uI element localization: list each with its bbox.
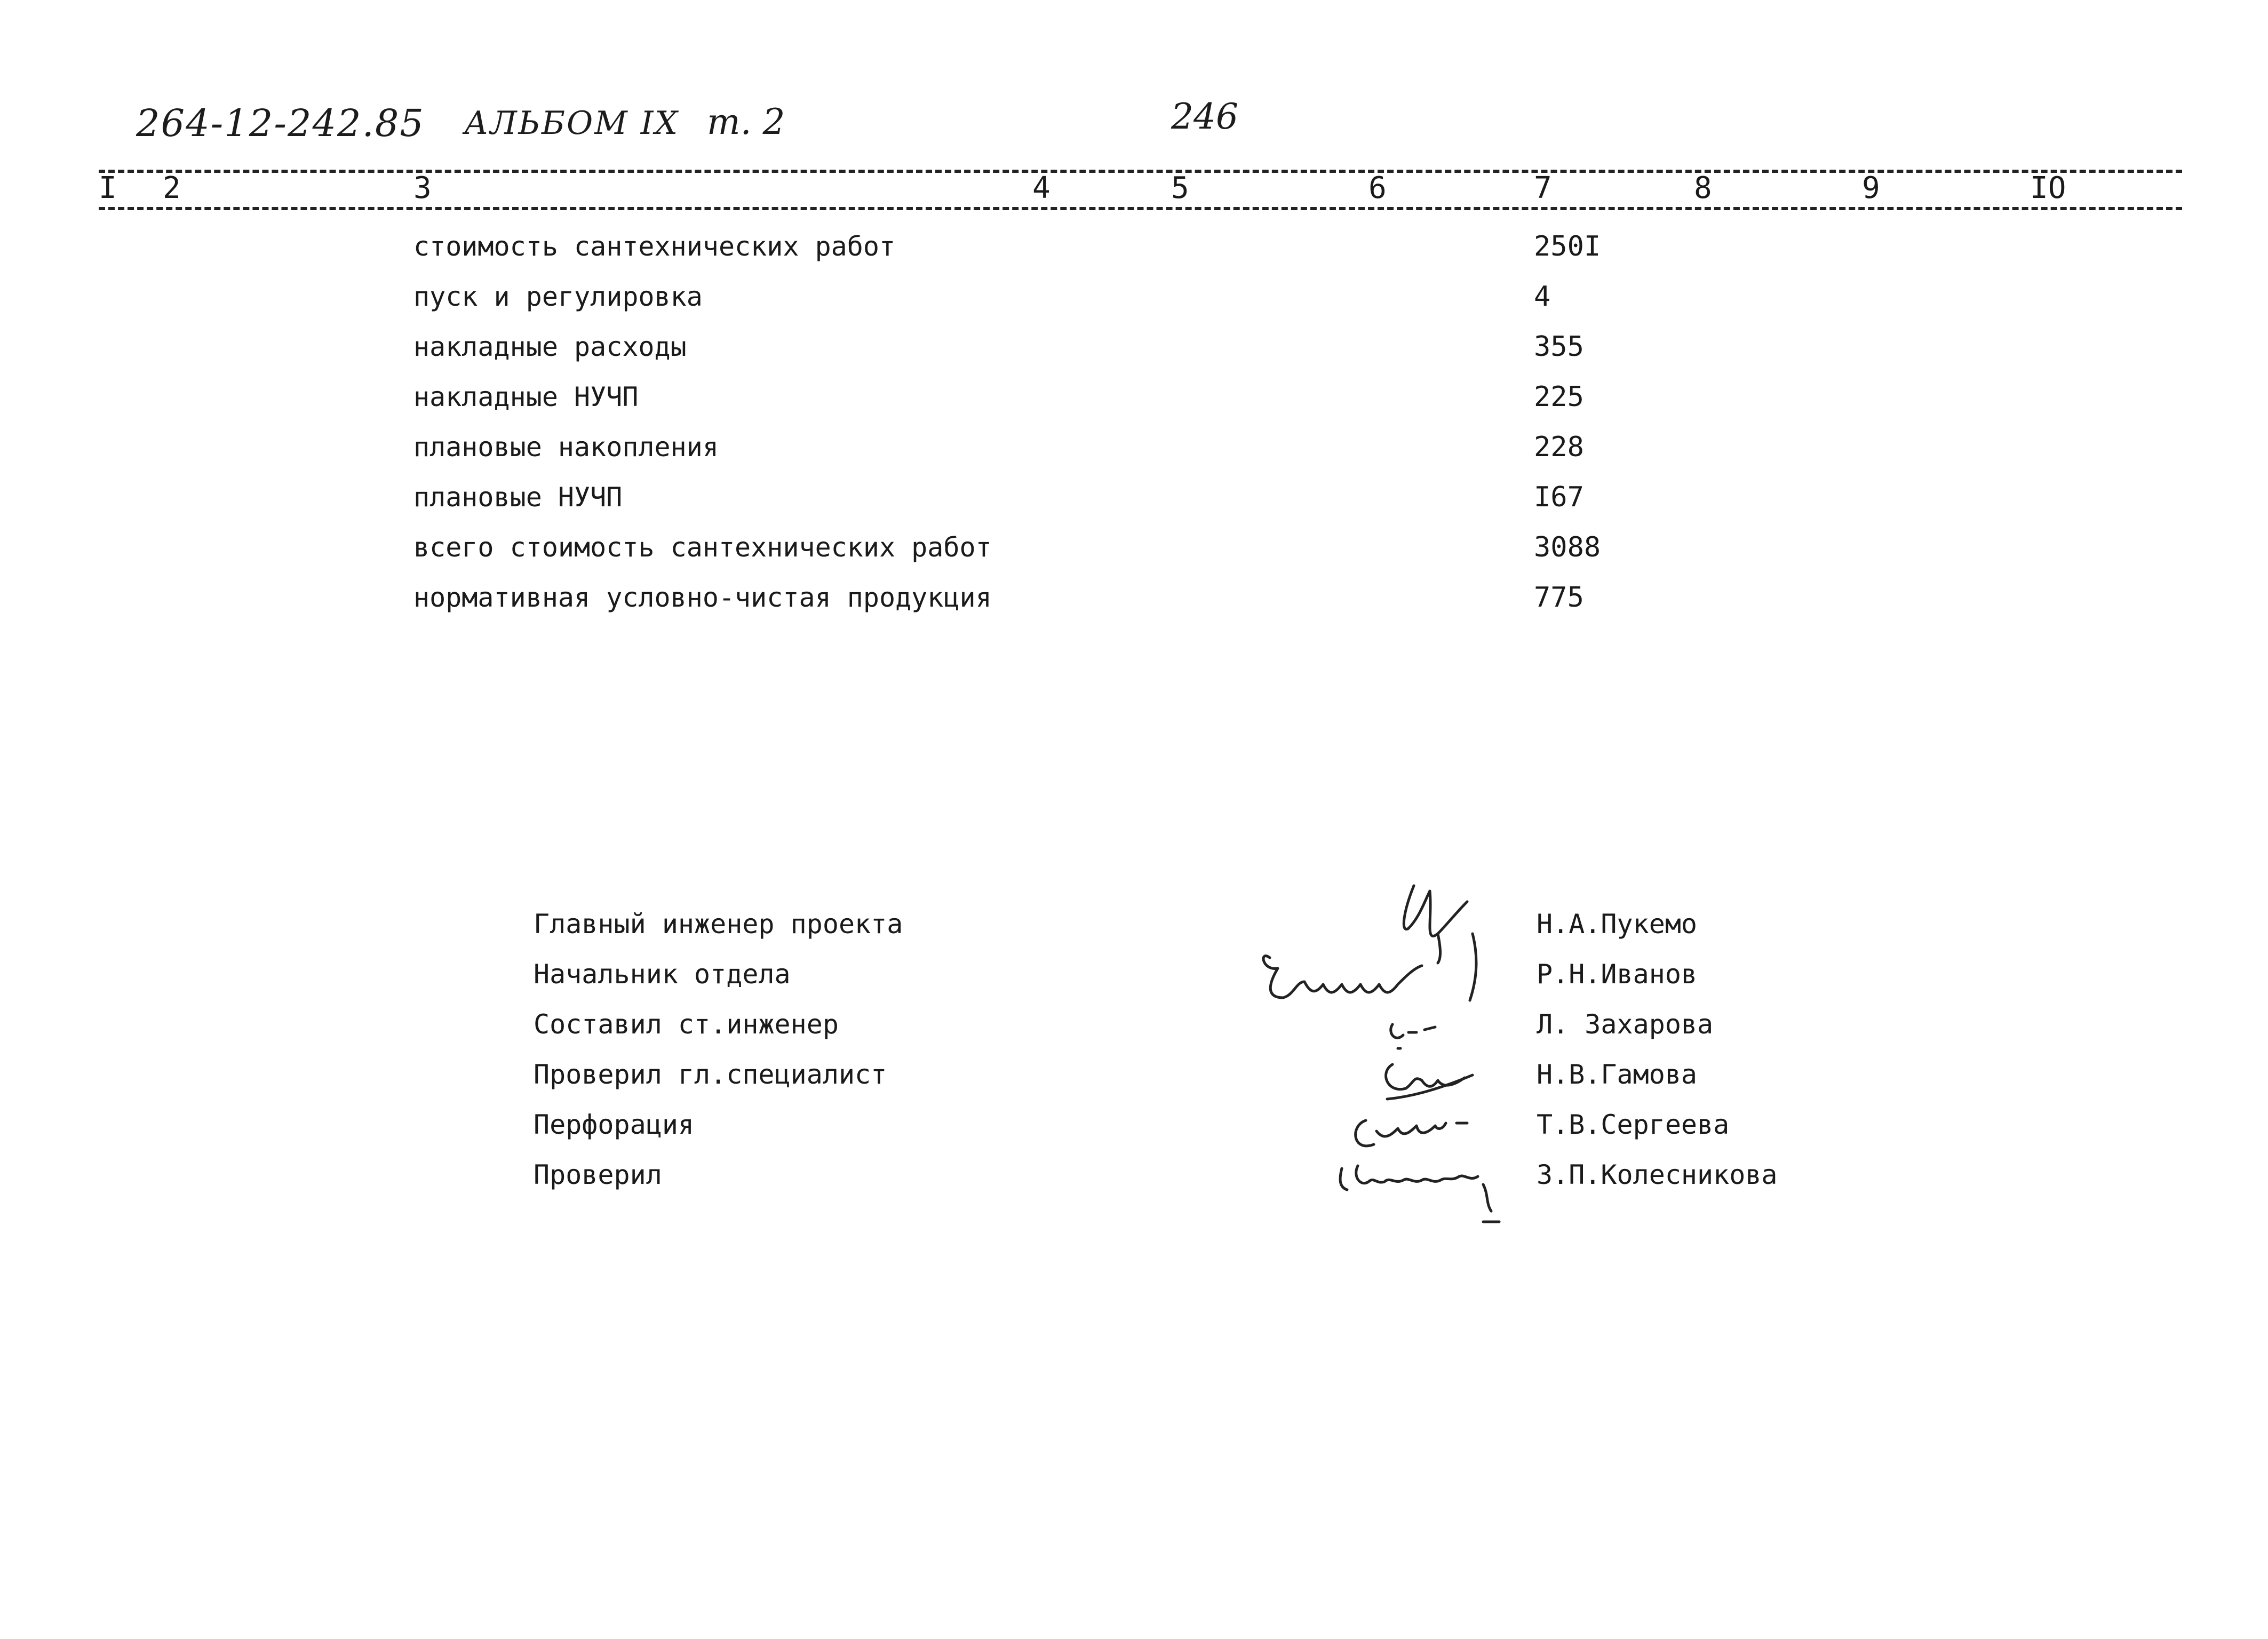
row-label: плановые НУЧП xyxy=(413,482,623,513)
sheet-label: т. 2 xyxy=(707,101,785,142)
signature-role: Проверил гл.специалист xyxy=(534,1059,887,1090)
row-value: 355 xyxy=(1534,331,1584,363)
row-value: 4 xyxy=(1534,281,1551,313)
table-row xyxy=(413,472,1694,522)
column-number: I xyxy=(99,171,117,205)
row-value: 3088 xyxy=(1534,531,1601,563)
signature-role: Составил ст.инженер xyxy=(534,1009,839,1040)
row-label: накладные расходы xyxy=(413,331,687,362)
row-label: плановые накопления xyxy=(413,432,719,463)
column-number: 3 xyxy=(413,171,432,205)
page-number: 246 xyxy=(1171,96,1238,137)
handwritten-signatures xyxy=(1254,854,1531,1227)
table-row xyxy=(413,572,1694,623)
column-number: 8 xyxy=(1694,171,1712,205)
signature-row xyxy=(534,899,1814,949)
signature-row xyxy=(534,999,1814,1049)
table-row xyxy=(413,221,1694,272)
signature-role: Проверил xyxy=(534,1159,662,1190)
signature-name: Л. Захарова xyxy=(1537,1009,1714,1040)
signature-stroke xyxy=(1356,1120,1467,1146)
signature-role: Начальник отдела xyxy=(534,959,791,990)
document-code: 264-12-242.85 xyxy=(136,101,425,145)
column-number: 9 xyxy=(1862,171,1880,205)
column-number: 6 xyxy=(1368,171,1387,205)
signature-row xyxy=(534,1049,1814,1100)
signature-name: Т.В.Сергеева xyxy=(1537,1109,1730,1140)
signature-name: Н.А.Пукемо xyxy=(1537,909,1698,940)
signature-name: З.П.Колесникова xyxy=(1537,1159,1778,1190)
signature-block xyxy=(534,899,1814,1200)
signature-stroke xyxy=(1404,886,1467,963)
row-value: 250I xyxy=(1534,230,1601,262)
header-rule-bottom xyxy=(99,207,2182,210)
signature-row xyxy=(534,1100,1814,1150)
table-row xyxy=(413,422,1694,472)
row-value: 225 xyxy=(1534,381,1584,413)
column-number: 4 xyxy=(1032,171,1051,205)
row-label: всего стоимость сантехнических работ xyxy=(413,532,992,563)
table-row xyxy=(413,272,1694,322)
signature-stroke xyxy=(1386,1064,1473,1099)
album-label: АЛЬБОМ IX xyxy=(464,105,680,142)
row-value: 228 xyxy=(1534,431,1584,463)
row-value: 775 xyxy=(1534,582,1584,614)
row-label: нормативная условно-чистая продукция xyxy=(413,582,992,613)
row-value: I67 xyxy=(1534,481,1584,513)
signature-stroke xyxy=(1340,1166,1499,1222)
cost-table xyxy=(413,221,1694,623)
signature-role: Главный инженер проекта xyxy=(534,909,903,940)
row-label: стоимость сантехнических работ xyxy=(413,231,896,262)
table-row xyxy=(413,322,1694,372)
table-row xyxy=(413,522,1694,572)
table-row xyxy=(413,372,1694,422)
column-number: 5 xyxy=(1171,171,1189,205)
column-number: 2 xyxy=(163,171,181,205)
signature-stroke xyxy=(1391,1024,1435,1048)
signature-row xyxy=(534,949,1814,999)
signature-stroke xyxy=(1263,934,1476,1000)
row-label: пуск и регулировка xyxy=(413,281,703,312)
column-number: 7 xyxy=(1534,171,1552,205)
signature-role: Перфорация xyxy=(534,1109,695,1140)
signature-name: Р.Н.Иванов xyxy=(1537,959,1698,990)
signature-row xyxy=(534,1150,1814,1200)
row-label: накладные НУЧП xyxy=(413,381,639,412)
signature-name: Н.В.Гамова xyxy=(1537,1059,1698,1090)
column-number: IO xyxy=(2030,171,2066,205)
